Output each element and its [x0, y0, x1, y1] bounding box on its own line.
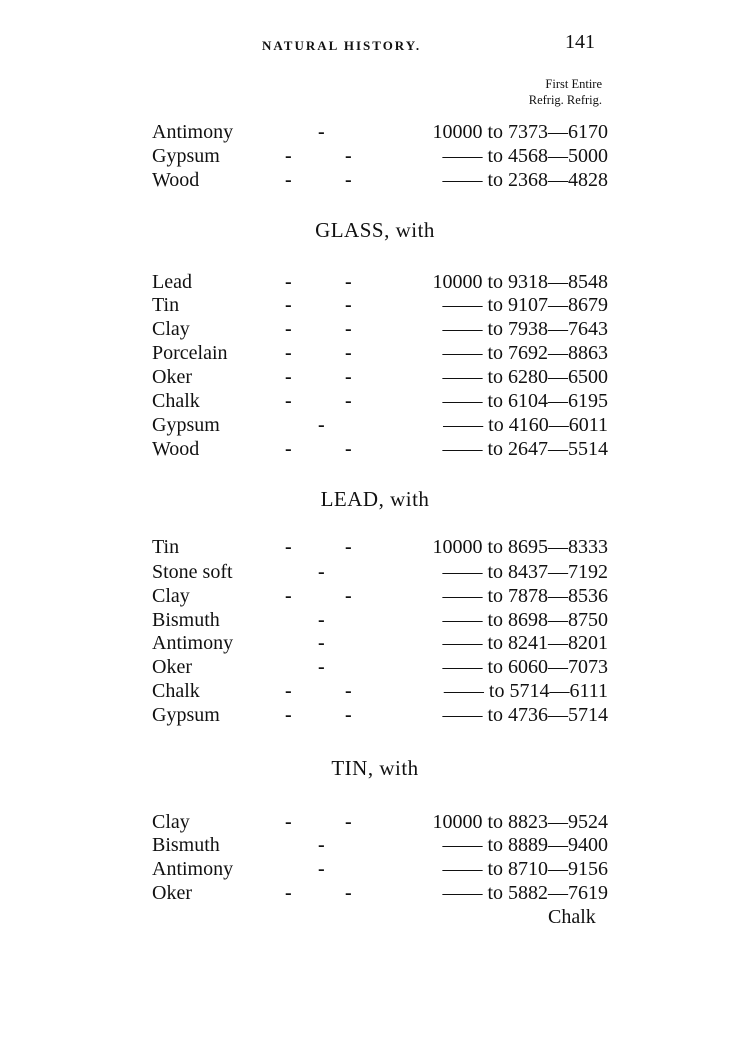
leader-dash: -	[285, 882, 292, 904]
leader-dash: -	[318, 561, 325, 583]
refrigeration-values: —— to 2647—5514	[442, 438, 608, 460]
leader-dash: -	[285, 811, 292, 833]
table-row	[0, 413, 750, 437]
running-title: NATURAL HISTORY.	[262, 38, 422, 53]
table-row	[0, 631, 750, 655]
refrigeration-values: —— to 7938—7643	[442, 318, 608, 340]
leader-dash: -	[345, 585, 352, 607]
leader-dash: -	[285, 438, 292, 460]
refrigeration-values: —— to 9107—8679	[442, 294, 608, 316]
refrigeration-values: —— to 8698—8750	[442, 609, 608, 631]
table-row	[0, 679, 750, 703]
refrigeration-values: —— to 8241—8201	[442, 632, 608, 654]
refrigeration-values: —— to 4568—5000	[442, 145, 608, 167]
leader-dash: -	[318, 121, 325, 143]
catchword: Chalk	[548, 906, 596, 928]
leader-dash: -	[318, 858, 325, 880]
column-heading-line1: First Entire	[545, 77, 602, 91]
refrigeration-values: 10000 to 7373—6170	[432, 121, 608, 143]
leader-dash: -	[345, 390, 352, 412]
table-row	[0, 810, 750, 834]
table-row	[0, 365, 750, 389]
substance-name: Tin	[152, 294, 180, 316]
table-row	[0, 341, 750, 365]
leader-dash: -	[285, 342, 292, 364]
refrigeration-values: —— to 8889—9400	[442, 834, 608, 856]
substance-name: Clay	[152, 811, 190, 833]
leader-dash: -	[285, 169, 292, 191]
leader-dash: -	[345, 438, 352, 460]
substance-name: Antimony	[152, 858, 234, 880]
table-row	[0, 655, 750, 679]
substance-name: Oker	[152, 656, 192, 678]
leader-dash: -	[285, 145, 292, 167]
substance-name: Chalk	[152, 390, 200, 412]
leader-dash: -	[285, 271, 292, 293]
leader-dash: -	[285, 366, 292, 388]
leader-dash: -	[345, 145, 352, 167]
table-row	[0, 120, 750, 144]
substance-name: Clay	[152, 585, 190, 607]
leader-dash: -	[318, 632, 325, 654]
table-row	[0, 703, 750, 727]
table-row	[0, 857, 750, 881]
refrigeration-values: —— to 4160—6011	[443, 414, 608, 436]
substance-name: Antimony	[152, 632, 234, 654]
substance-name: Lead	[152, 271, 192, 293]
refrigeration-values: —— to 8710—9156	[442, 858, 608, 880]
table-row	[0, 389, 750, 413]
leader-dash: -	[318, 656, 325, 678]
substance-name: Gypsum	[152, 414, 220, 436]
leader-dash: -	[285, 585, 292, 607]
refrigeration-values: —— to 5714—6111	[443, 680, 608, 702]
substance-name: Porcelain	[152, 342, 228, 364]
substance-name: Wood	[152, 438, 200, 460]
leader-dash: -	[285, 318, 292, 340]
refrigeration-values: —— to 5882—7619	[442, 882, 608, 904]
table-row	[0, 317, 750, 341]
section-title: LEAD, with	[320, 487, 430, 511]
column-headings	[529, 76, 602, 108]
refrigeration-values: 10000 to 8695—8333	[432, 536, 608, 558]
refrigeration-values: —— to 6060—7073	[442, 656, 608, 678]
leader-dash: -	[318, 414, 325, 436]
leader-dash: -	[345, 318, 352, 340]
leader-dash: -	[318, 834, 325, 856]
substance-name: Gypsum	[152, 704, 220, 726]
refrigeration-values: —— to 2368—4828	[442, 169, 608, 191]
table-row	[0, 560, 750, 584]
table-row	[0, 144, 750, 168]
substance-name: Oker	[152, 366, 192, 388]
substance-name: Wood	[152, 169, 200, 191]
leader-dash: -	[345, 342, 352, 364]
substance-name: Gypsum	[152, 145, 220, 167]
refrigeration-values: —— to 4736—5714	[442, 704, 608, 726]
table-row	[0, 270, 750, 294]
substance-name: Tin	[152, 536, 180, 558]
column-heading-line2: Refrig. Refrig.	[528, 93, 602, 107]
leader-dash: -	[345, 680, 352, 702]
leader-dash: -	[345, 169, 352, 191]
section-title: GLASS, with	[315, 218, 435, 242]
substance-name: Oker	[152, 882, 192, 904]
page-number: 141	[565, 31, 595, 53]
leader-dash: -	[345, 811, 352, 833]
leader-dash: -	[345, 704, 352, 726]
leader-dash: -	[285, 294, 292, 316]
refrigeration-values: —— to 6104—6195	[442, 390, 608, 412]
leader-dash: -	[285, 680, 292, 702]
refrigeration-values: —— to 6280—6500	[442, 366, 608, 388]
leader-dash: -	[345, 294, 352, 316]
table-row	[0, 168, 750, 192]
section-title: TIN, with	[331, 756, 419, 780]
table-row	[0, 833, 750, 857]
table-row	[0, 535, 750, 559]
table-row	[0, 437, 750, 461]
leader-dash: -	[345, 366, 352, 388]
table-row	[0, 881, 750, 905]
table-row	[0, 584, 750, 608]
table-row	[0, 608, 750, 632]
leader-dash: -	[285, 390, 292, 412]
leader-dash: -	[285, 536, 292, 558]
substance-name: Stone soft	[152, 561, 233, 583]
substance-name: Chalk	[152, 680, 200, 702]
leader-dash: -	[345, 271, 352, 293]
refrigeration-values: —— to 7878—8536	[442, 585, 608, 607]
refrigeration-values: —— to 8437—7192	[442, 561, 608, 583]
substance-name: Antimony	[152, 121, 234, 143]
refrigeration-values: 10000 to 9318—8548	[432, 271, 608, 293]
refrigeration-values: —— to 7692—8863	[442, 342, 608, 364]
substance-name: Bismuth	[152, 834, 220, 856]
table-row	[0, 293, 750, 317]
refrigeration-values: 10000 to 8823—9524	[432, 811, 608, 833]
leader-dash: -	[285, 704, 292, 726]
leader-dash: -	[345, 536, 352, 558]
substance-name: Bismuth	[152, 609, 220, 631]
leader-dash: -	[345, 882, 352, 904]
leader-dash: -	[318, 609, 325, 631]
substance-name: Clay	[152, 318, 190, 340]
